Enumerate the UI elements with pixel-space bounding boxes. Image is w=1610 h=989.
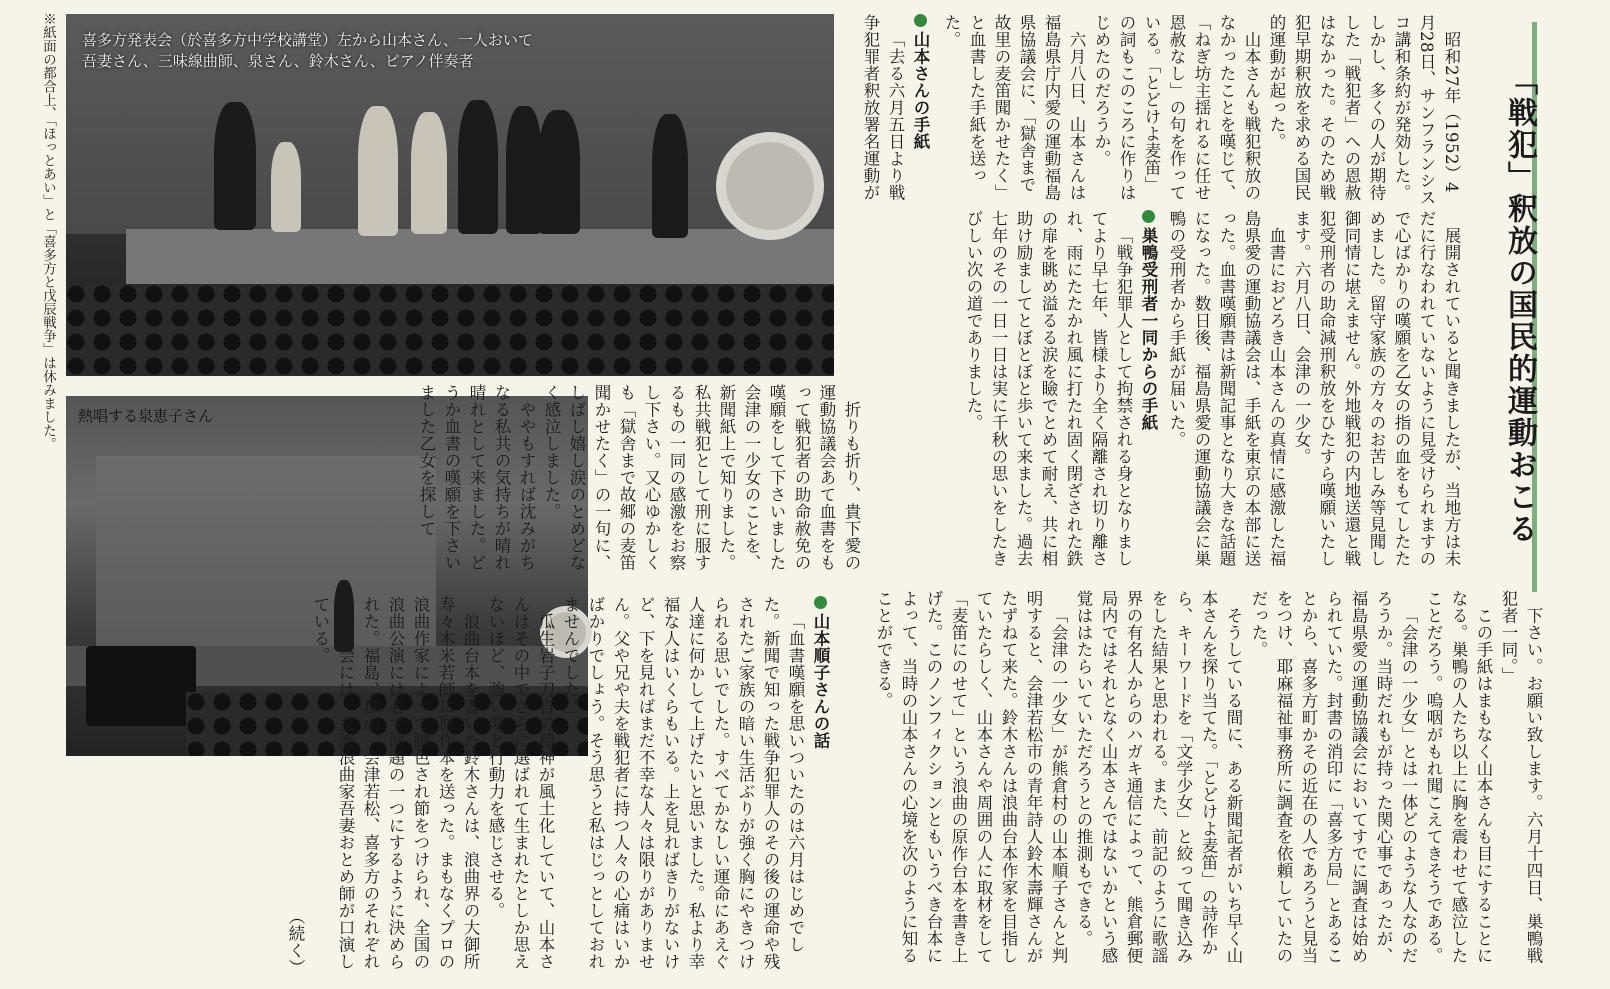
col1-paragraph-3: 六月八日、山本さんは福島県庁内愛の運動福島県協議会に、「獄舎まで故里の麦笛聞かせたく」と血書した手紙を送った。: [942, 14, 1086, 201]
photo-bottom-caption: 熱唱する泉恵子さん: [78, 407, 214, 425]
article-headline: 「戦犯」釈放の国民的運動おこる: [1502, 65, 1537, 545]
text-column-1b: [936, 14, 1190, 209]
col2-heading: 巣鴨受刑者一同からの手紙: [1136, 210, 1161, 580]
photo-top-caption-line2: 吾妻さん、三味線曲師、泉さん、鈴木さん、ピアノ伴奏者: [82, 52, 474, 70]
col4-heading: 山本順子さんの話: [808, 596, 833, 976]
col1-paragraph-1: 昭和27年（1952）4月28日、サンフランシスコ講和条約が発効した。しかし、多くの人が期待した「戦犯者」への恩赦はなかった。そのため戦犯早期釈放を求める国民的運動が起った。: [1267, 14, 1461, 206]
col1-paragraph-2: 山本さんも戦犯釈放のなかったことを嘆じて、「ねぎ坊主揺れるに任せ恩赦なし」の句を作っている。「とどけよ麦笛」の詞もこのころに作りはじめたのだろうか。: [1092, 14, 1261, 201]
text-column-4: [66, 596, 836, 976]
col2-paragraph-5: ややもすれば沈みがちなる私共の気持ちが晴れ晴れとして来ました。どうか血書の嘆願を下さいました乙女を探して: [417, 384, 536, 571]
col2-paragraph-2: 血書におどろき山本さんの真情に感激した福島県愛の運動協議会は、手紙を東京の本部に送った。血書嘆願書は新聞記事となり大きな話題になった。数日後、福島県愛の運動協議会に巣鴨の受刑者から手紙が届いた。: [1167, 210, 1286, 567]
col4-paragraph-2: 瓜生岩子刀自の精神が風土化していて、山本さんはその中でさらに選ばれて生まれたとしか思えないほど、強い愛と行動力を感じさせる。: [486, 596, 555, 970]
col2-paragraph-4: 折りも折り、貴下愛の運動協議会あて血書をもって戦犯者の助命赦免の嘆願をして下さいました会津の一少女のことを、新聞紙上で知りました。私共戦犯として刑に服するもの一同の感激をお察し下さい。又心ゆかしくも「獄舎まで故郷の麦笛聞かせたく」の一句に、しばし嬉し涙のとめどなく感泣しました。: [542, 384, 861, 571]
col4-continued: （続く）: [286, 908, 305, 976]
col2-paragraph-3: 「戦争犯罪人として拘禁される身となりましてより早七年、皆様より全く隔離され切り離され、雨にたたかれ風に打たれ固く閉ざされた鉄の扉を眺め溢るる涙を瞼でとめて耐え、共に相助け励ましてとぼとぼと歩いて来ました。過去七年のその一日一日は実に千秋の思いをしたきびしい次の道でありました。: [964, 210, 1133, 567]
col3-paragraph-5: 「会津の一少女」が熊倉村の山本順子さんと判明すると、会津若松市の青年詩人鈴木壽輝さんがたずねて来た。鈴木さんは浪曲台本作家を目指していたらしく、山本さんや周囲の人に取材をして「麦笛にのせて」という浪曲の原作台本を書き上げた。このノンフィクションともいうべき台本によって、当時の山本さんの心境を次のように知ることができる。: [874, 590, 1068, 964]
text-column-5: [846, 14, 936, 209]
text-column-2b: [417, 384, 864, 584]
text-column-2: [846, 210, 1464, 580]
col3-paragraph-4: そうしている間に、ある新聞記者がいち早く山本さんを探り当てた。「とどけよ麦笛」の詩作から、キーワードを「文学少女」と絞って聞き込みをした結果と思われる。また、前記のように歌謡界の有名人からのハガキ通信によって、熊倉郵便局内ではそれとなく山本さんではないかという感覚ははたらいていただろうとの推測もできる。: [1074, 590, 1243, 964]
col4-paragraph-3: 浪曲台本を書いた鈴木さんは、浪曲界の大御所寿々木米若師に原作本を送った。まもなくプロの浪曲作家によって脚色され節をつけられ、全国の浪曲公演には必ず演題の一つにするように決められた。福島、郡山、会津若松、喜多方のそれぞれの発表会には、女流浪曲家吾妻おとめ師が口演している。: [311, 596, 480, 970]
col5-paragraph-1: 「去る六月五日より戦争犯罪者釈放署名運動が: [861, 14, 905, 201]
col2-paragraph-1: 展開されていると聞きましたが、当地方は未だに行なわれていないように見受けられますので心ばかりの嘆願を乙女の指の血をもてしたためました。留守家族の方々のお苦しみ等見聞し御同情に堪えません。外地戦犯の内地送還と戦犯受刑者の助命減刑釈放をひたすら嘆願いたします。六月八日、会津の一少女。: [1292, 210, 1461, 567]
col4-paragraph-1: 「血書嘆願を思いついたのは六月はじめでした。新聞で知った戦争犯罪人のその後の運命や残されたご家族の暗い生活ぶりが強く胸にやきつけられる思いでした。すべてかなしい運命にあえぐ人達に何かして上げたいと思いました。私より幸福な人はいくらもいる。上を見ればきりがないけど、下を見ればまだ不幸な人々は限りがありません。父や兄や夫を戦犯者に持つ人々の心痛はいかばかりでしょう。そう思うと私はじっとしておれませんでした。」: [561, 596, 805, 970]
side-note: ※紙面の都合上、「ほっとあい」と「喜多方と戊辰戦争」は休みました。: [40, 12, 56, 451]
col3-paragraph-2: この手紙はまもなく山本さんも目にすることになる。巣鴨の人たち以上に胸を震わせて感泣したことだろう。嗚咽がもれ聞こえてきそうである。: [1424, 590, 1493, 964]
text-column-1: [942, 14, 1464, 209]
photo-recital-stage: [66, 14, 834, 376]
col3-paragraph-3: 「会津の一少女」とは一体どのような人なのだろうか。当時だれもが持った関心事であったが、福島県愛の運動協議会においてすでに調査は始められていた。封書の消印に「喜多方局」とあることから、喜多方町かその近在の人であろうと見当をつけ、耶麻福祉事務所に調査を依頼していたのだった。: [1249, 590, 1418, 964]
photo-top-caption-line1: 喜多方発表会（於喜多方中学校講堂）左から山本さん、一人おいて: [82, 31, 533, 49]
text-column-3: [846, 590, 1546, 970]
col3-paragraph-1: 下さい。お願い致します。六月十四日、巣鴨戦犯者一同。」: [1499, 590, 1543, 964]
col5-heading: 山本さんの手紙: [908, 14, 933, 209]
